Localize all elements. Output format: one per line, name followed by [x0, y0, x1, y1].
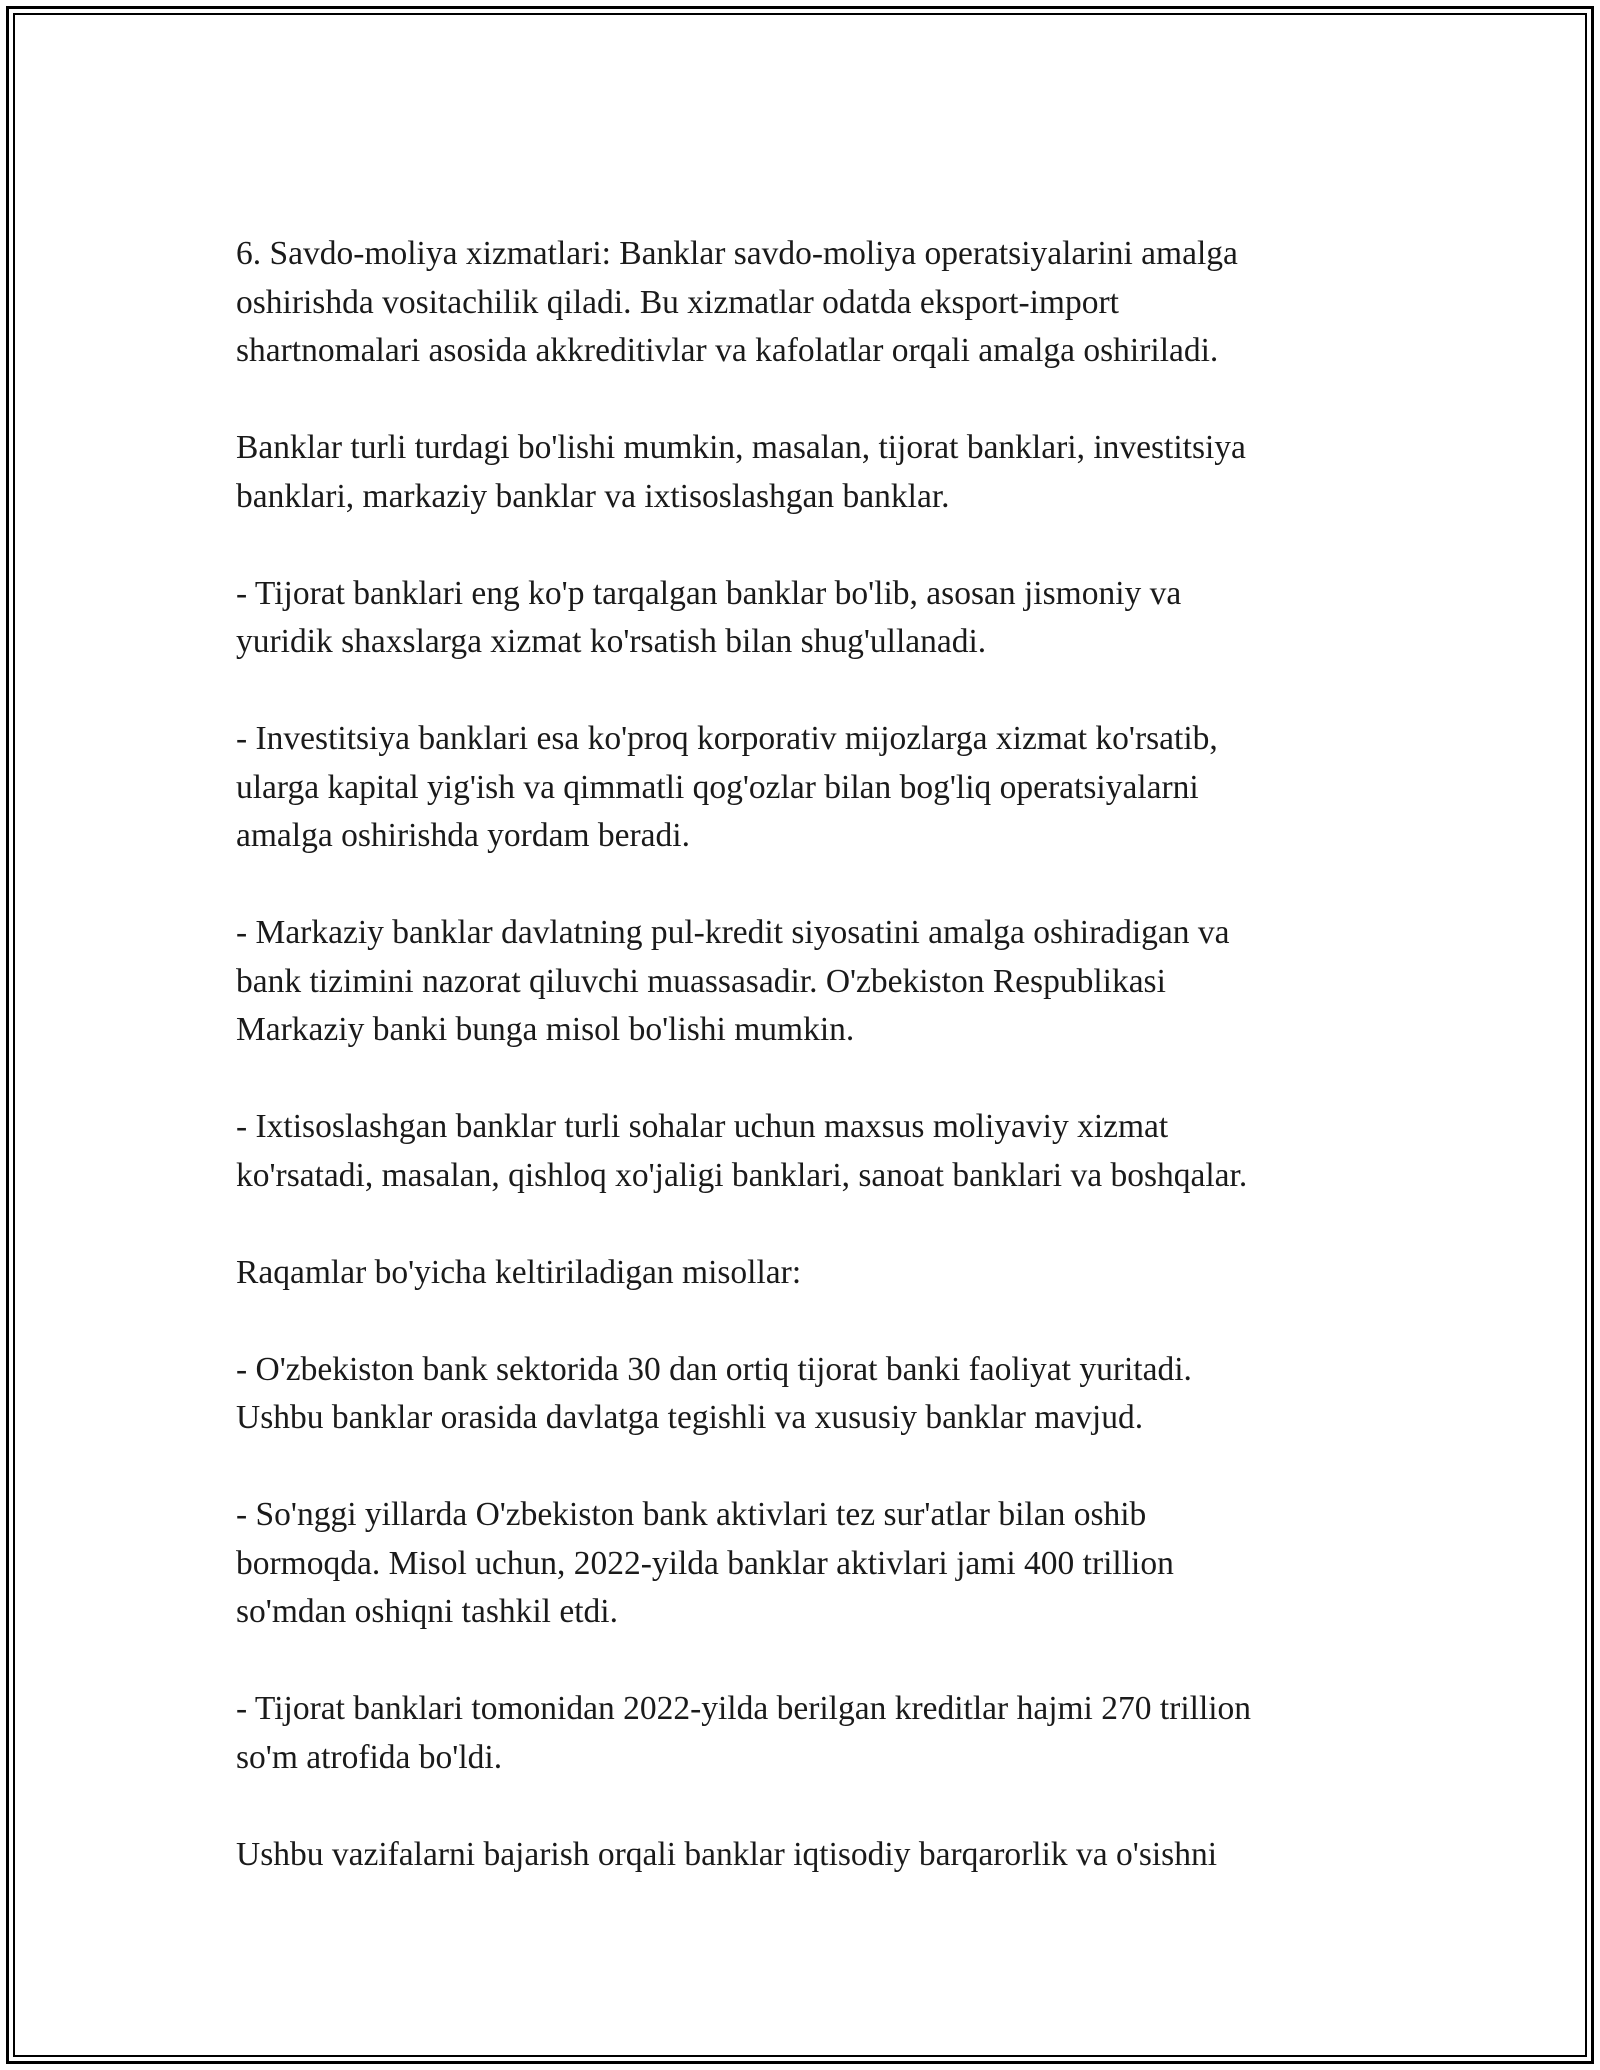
text-line: oshirishda vositachilik qiladi. Bu xizmatlar odatda eksport-import: [236, 283, 1119, 321]
paragraph-credit-volume: [236, 1685, 1386, 1782]
text-line: - Tijorat banklari tomonidan 2022-yilda berilgan kreditlar hajmi 270 trillion: [236, 1690, 1252, 1727]
text-line: so'm atrofida bo'ldi.: [236, 1738, 503, 1776]
text-line: bormoqda. Misol uchun, 2022-yilda banklar aktivlari jami 400 trillion: [236, 1544, 1174, 1582]
text-line: bank tizimini nazorat qiluvchi muassasadir. O'zbekiston Respublikasi: [236, 962, 1166, 1000]
text-line: - Investitsiya banklari esa ko'proq korporativ mijozlarga xizmat ko'rsatib,: [236, 720, 1218, 757]
paragraph-investment-banks: [236, 715, 1386, 861]
text-line: Ushbu vazifalarni bajarish orqali banklar iqtisodiy barqarorlik va o'sishni: [236, 1835, 1218, 1873]
text-line: Banklar turli turdagi bo'lishi mumkin, masalan, tijorat banklari, investitsiya: [236, 429, 1246, 466]
paragraph-conclusion: [236, 1831, 1386, 1880]
text-line: 6. Savdo-moliya xizmatlari: Banklar savdo-moliya operatsiyalarini amalga: [236, 235, 1238, 272]
paragraph-bank-sector-count: [236, 1346, 1386, 1443]
document-body: [236, 230, 1386, 1928]
paragraph-central-banks: [236, 909, 1386, 1055]
text-line: - Ixtisoslashgan banklar turli sohalar uchun maxsus moliyaviy xizmat: [236, 1108, 1169, 1145]
paragraph-bank-assets-growth: [236, 1491, 1386, 1637]
text-line: shartnomalari asosida akkreditivlar va kafolatlar orqali amalga oshiriladi.: [236, 332, 1219, 369]
text-line: Raqamlar bo'yicha keltiriladigan misollar:: [236, 1253, 802, 1291]
paragraph-trade-finance-services: [236, 230, 1386, 376]
text-line: ko'rsatadi, masalan, qishloq xo'jaligi banklari, sanoat banklari va boshqalar.: [236, 1156, 1248, 1194]
text-line: - O'zbekiston bank sektorida 30 dan ortiq tijorat banki faoliyat yuritadi.: [236, 1350, 1192, 1388]
text-line: - Tijorat banklari eng ko'p tarqalgan banklar bo'lib, asosan jismoniy va: [236, 574, 1182, 612]
text-line: - So'nggi yillarda O'zbekiston bank aktivlari tez sur'atlar bilan oshib: [236, 1496, 1147, 1533]
paragraph-numeric-examples-heading: [236, 1249, 1386, 1298]
text-line: ularga kapital yig'ish va qimmatli qog'ozlar bilan bog'liq operatsiyalarni: [236, 768, 1199, 806]
paragraph-commercial-banks: [236, 570, 1386, 667]
paragraph-specialized-banks: [236, 1103, 1386, 1200]
text-line: amalga oshirishda yordam beradi.: [236, 817, 690, 854]
text-line: Ushbu banklar orasida davlatga tegishli va xususiy banklar mavjud.: [236, 1399, 1144, 1436]
text-line: banklari, markaziy banklar va ixtisoslashgan banklar.: [236, 477, 950, 515]
text-line: Markaziy banki bunga misol bo'lishi mumkin.: [236, 1011, 855, 1048]
text-line: yuridik shaxslarga xizmat ko'rsatish bilan shug'ullanadi.: [236, 623, 987, 660]
text-line: so'mdan oshiqni tashkil etdi.: [236, 1593, 618, 1630]
paragraph-bank-types: [236, 424, 1386, 521]
text-line: - Markaziy banklar davlatning pul-kredit siyosatini amalga oshiradigan va: [236, 914, 1230, 951]
